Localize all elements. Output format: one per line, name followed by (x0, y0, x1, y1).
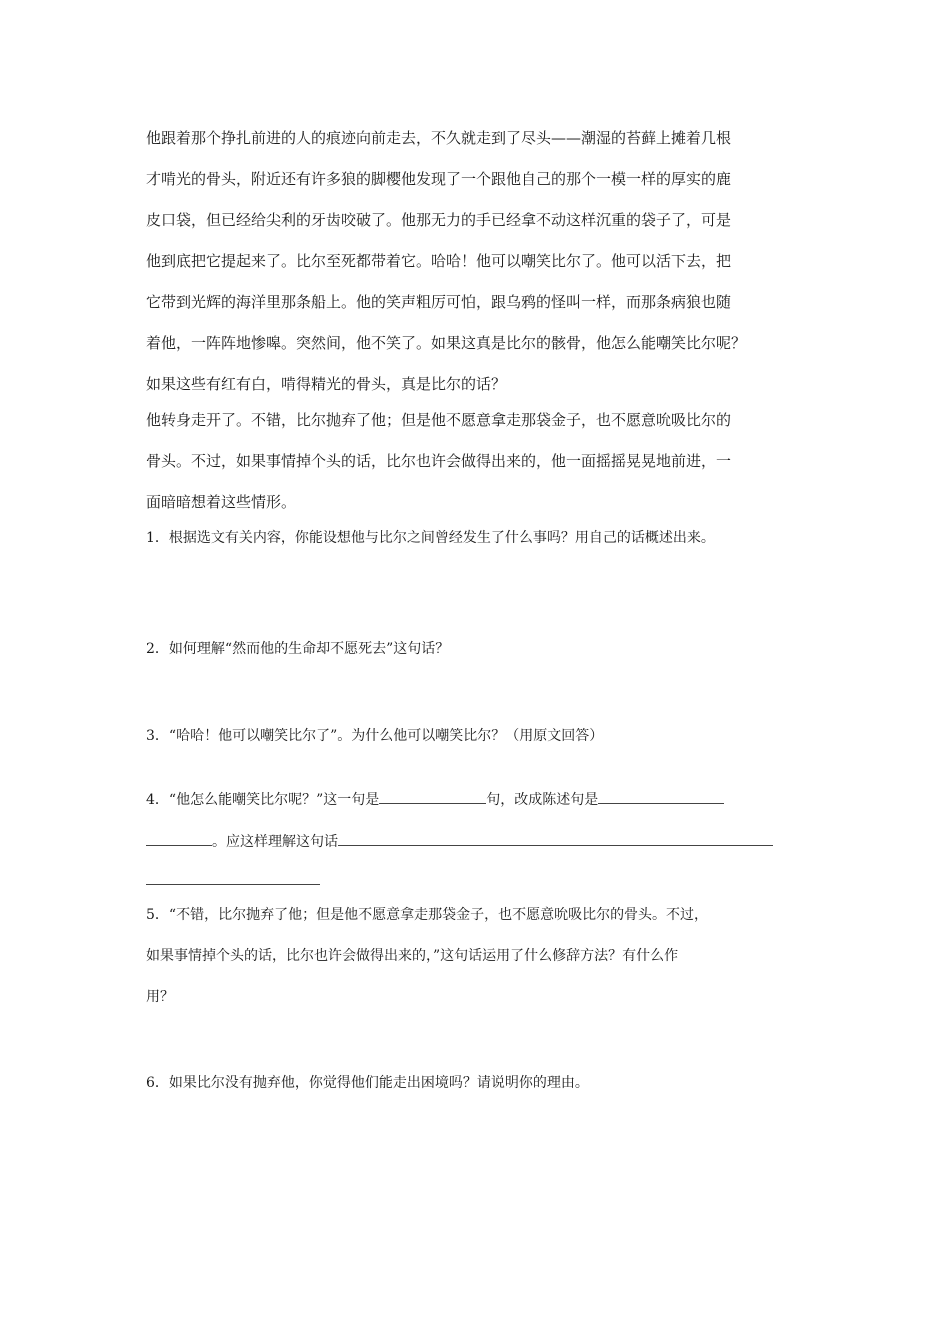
passage-line: 才啃光的骨头，附近还有许多狼的脚樱他发现了一个跟他自己的那个一模一样的厚实的鹿 (146, 170, 732, 188)
question-4-text-a: 4．“他怎么能嘲笑比尔呢？”这一句是 (146, 792, 380, 808)
answer-blank-understanding[interactable] (338, 830, 773, 846)
question-5-line: 用？ (146, 989, 174, 1005)
question-5-line: 如果事情掉个头的话，比尔也许会做得出来的，”这句话运用了什么修辞方法？有什么作 (146, 948, 679, 964)
passage-line: 它带到光辉的海洋里那条船上。他的笑声粗厉可怕，跟乌鸦的怪叫一样，而那条病狼也随 (146, 293, 732, 311)
passage-line: 他转身走开了。不错，比尔抛弃了他；但是他不愿意拿走那袋金子，也不愿意吮吸比尔的 (146, 411, 732, 429)
question-6: 6．如果比尔没有抛弃他，你觉得他们能走出困境吗？请说明你的理由。 (146, 1075, 589, 1091)
question-2: 2．如何理解“然而他的生命却不愿死去”这句话？ (146, 641, 450, 657)
passage-line: 皮口袋，但已经给尖利的牙齿咬破了。他那无力的手已经拿不动这样沉重的袋子了，可是 (146, 211, 732, 229)
question-1: 1．根据选文有关内容，你能设想他与比尔之间曾经发生了什么事吗？用自己的话概述出来。 (146, 530, 715, 546)
question-4-text-c: 。应这样理解这句话 (212, 834, 338, 850)
passage-line: 他到底把它提起来了。比尔至死都带着它。哈哈！他可以嘲笑比尔了。他可以活下去，把 (146, 252, 732, 270)
question-4-text-b: 句，改成陈述句是 (486, 792, 599, 808)
answer-blank-understanding-cont[interactable] (146, 884, 320, 885)
passage-line: 面暗暗想着这些情形。 (146, 493, 297, 511)
question-4 (146, 788, 724, 810)
question-3: 3．“哈哈！他可以嘲笑比尔了”。为什么他可以嘲笑比尔？（用原文回答） (146, 728, 604, 744)
answer-blank-sentence-type[interactable] (379, 788, 486, 804)
answer-blank-declarative-cont[interactable] (146, 830, 212, 846)
passage-line: 如果这些有红有白，啃得精光的骨头，真是比尔的话？ (146, 375, 507, 393)
question-4-line2 (146, 830, 773, 852)
question-5-line: 5．“不错，比尔抛弃了他；但是他不愿意拿走那袋金子，也不愿意吮吸比尔的骨头。不过， (146, 907, 709, 923)
answer-blank-declarative[interactable] (598, 788, 724, 804)
passage-line: 他跟着那个挣扎前进的人的痕迹向前走去，不久就走到了尽头——潮湿的苔藓上摊着几根 (146, 129, 732, 147)
passage-line: 着他，一阵阵地惨嗥。突然间，他不笑了。如果这真是比尔的骸骨，他怎么能嘲笑比尔呢？ (146, 334, 747, 352)
passage-line: 骨头。不过，如果事情掉个头的话，比尔也许会做得出来的，他一面摇摇晃晃地前进，一 (146, 452, 732, 470)
